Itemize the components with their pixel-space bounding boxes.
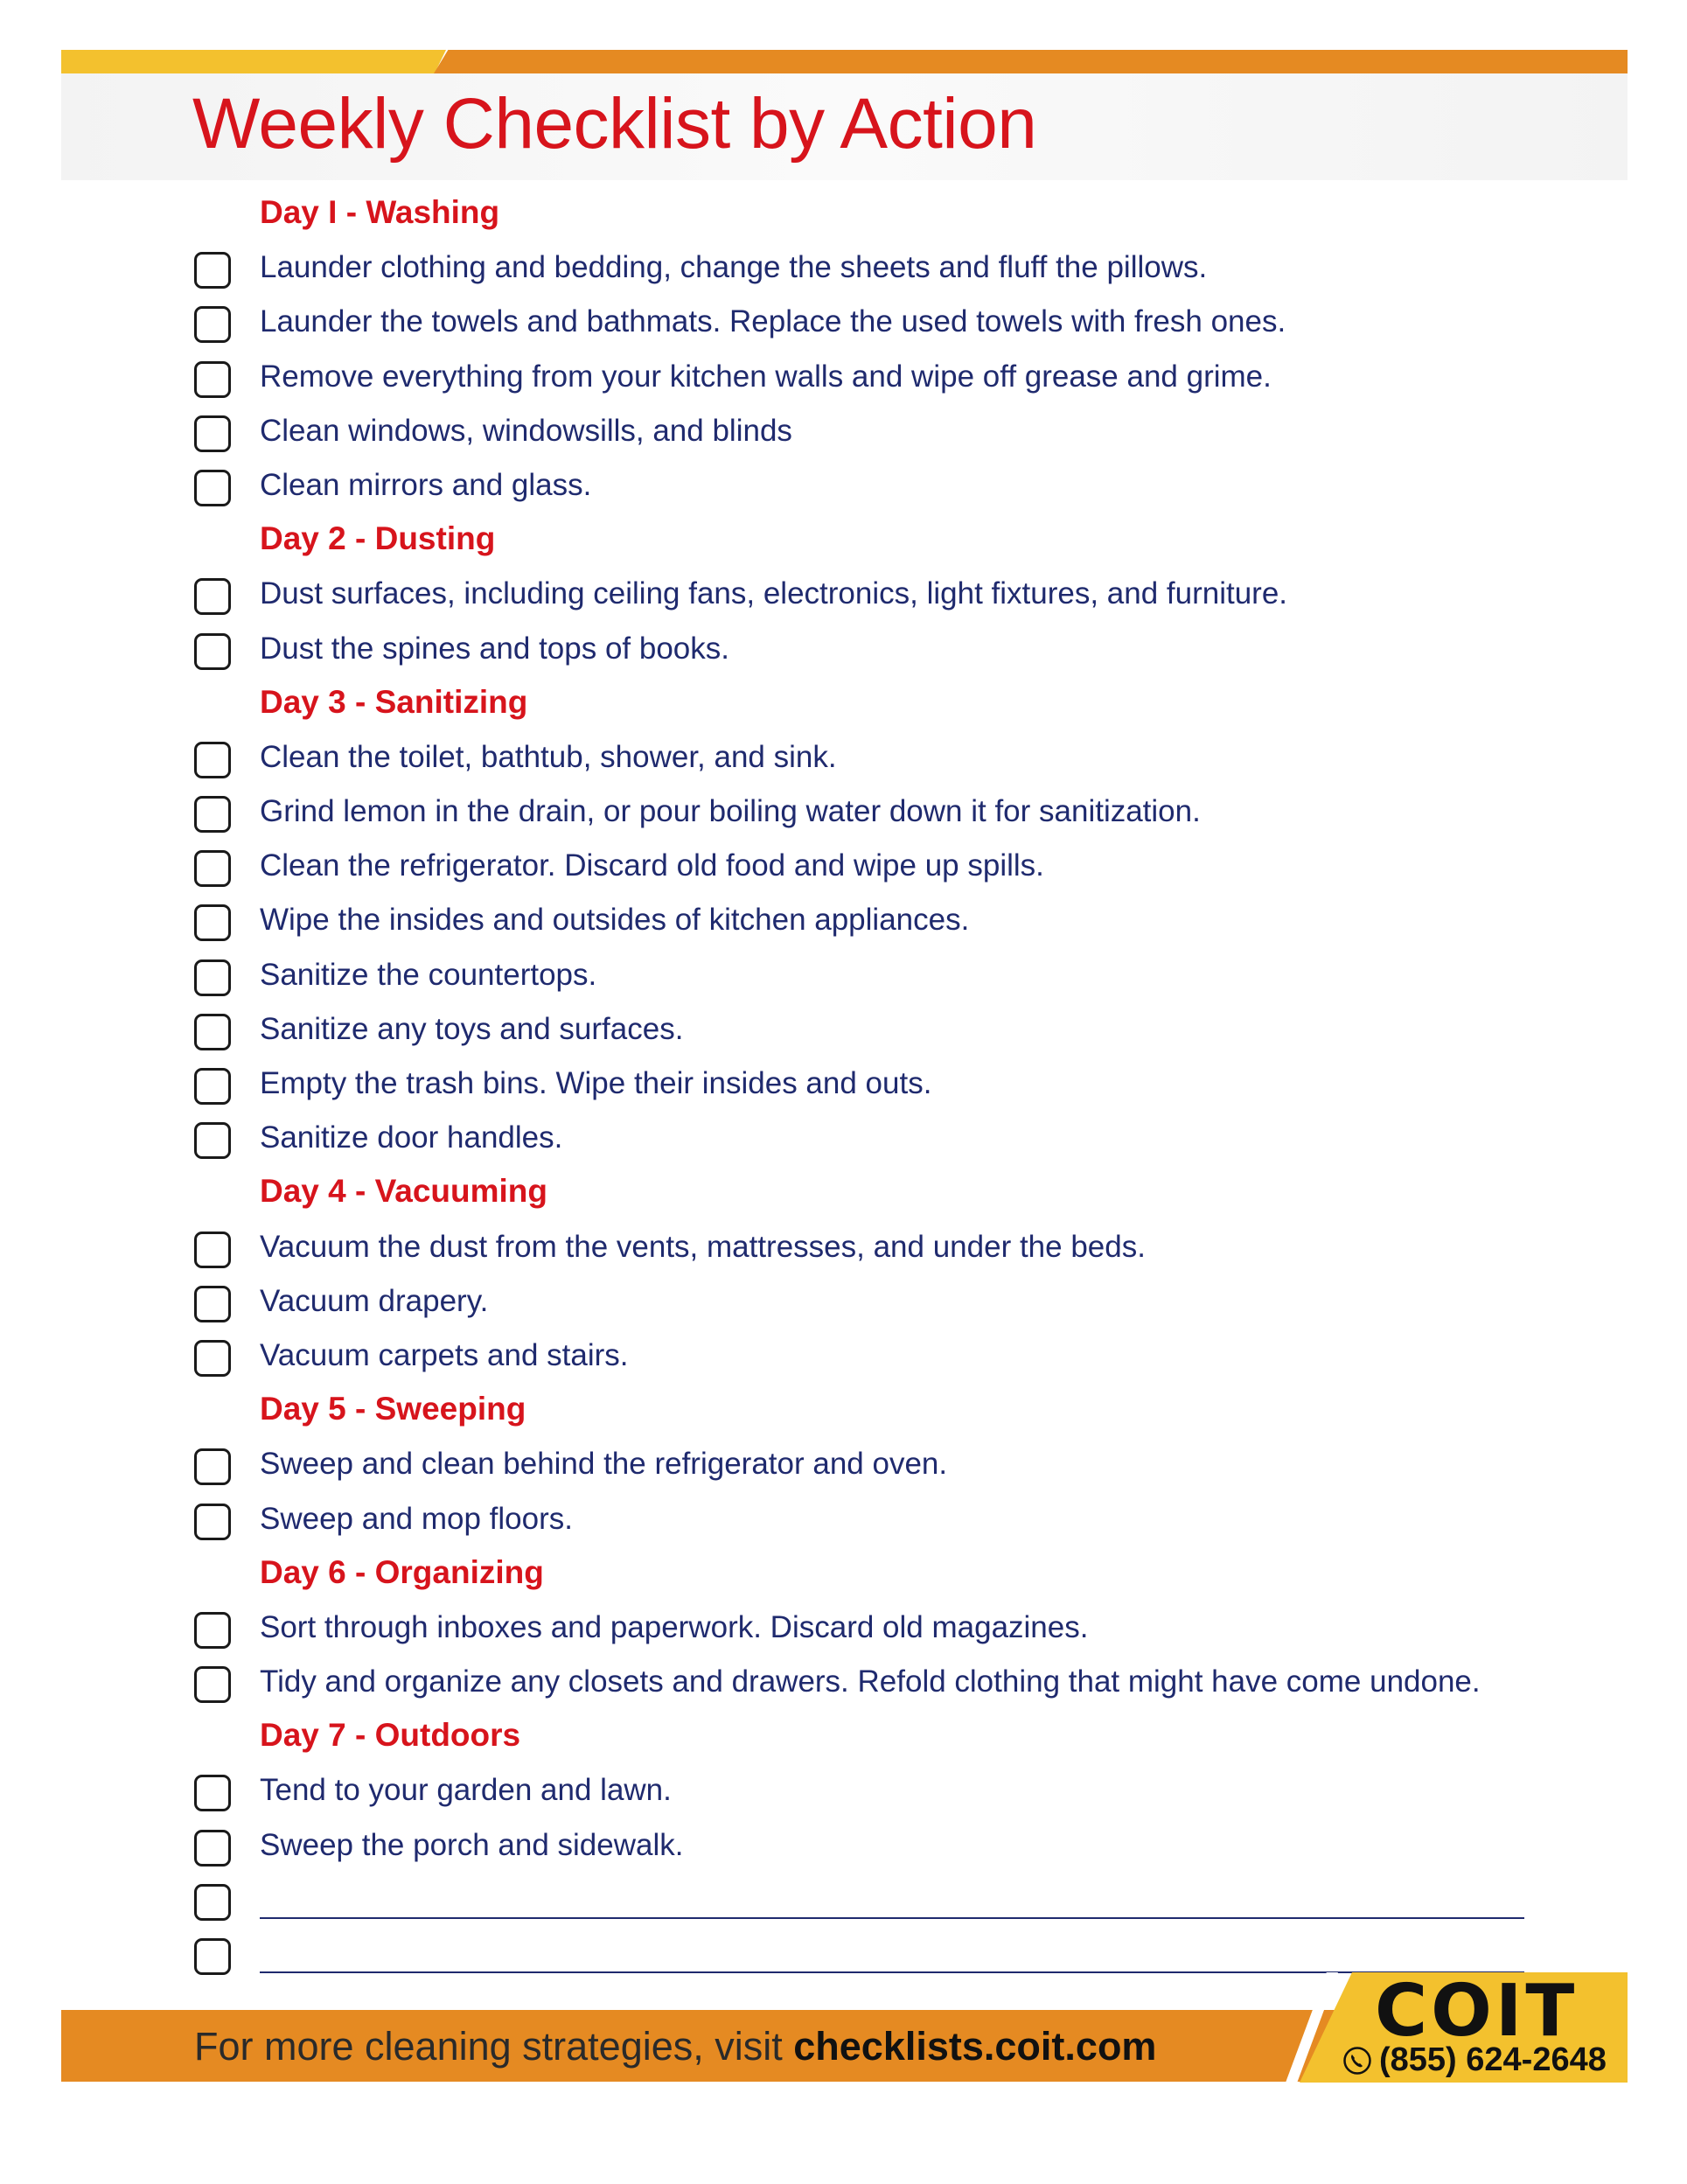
checklist-item [0, 459, 1687, 513]
coit-logo: COIT [1375, 1970, 1579, 2053]
checklist-item-label: Clean the refrigerator. Discard old food and wipe up spills. [260, 848, 1044, 883]
checkbox[interactable] [194, 252, 231, 289]
checkbox[interactable] [194, 850, 231, 887]
footer-text [194, 2024, 1156, 2069]
checklist-item-label: Sanitize the countertops. [260, 957, 597, 992]
checklist-item [0, 731, 1687, 785]
checkbox[interactable] [194, 1340, 231, 1377]
checklist-item [0, 785, 1687, 840]
blank-checklist-item [0, 1873, 1687, 1928]
section-heading: Day 2 - Dusting [260, 520, 496, 557]
section-heading: Day I - Washing [260, 194, 500, 230]
section-heading: Day 6 - Organizing [260, 1553, 544, 1590]
checkbox[interactable] [194, 633, 231, 670]
checklist [0, 187, 1687, 1982]
logo-phone [1342, 2041, 1607, 2079]
checklist-item [0, 1601, 1687, 1656]
checklist-item-label: Tend to your garden and lawn. [260, 1773, 672, 1808]
checklist-item-label: Dust surfaces, including ceiling fans, electronics, light fixtures, and furniture. [260, 576, 1288, 611]
checklist-item-label: Grind lemon in the drain, or pour boiling water down it for sanitization. [260, 794, 1201, 829]
checkbox[interactable] [194, 1448, 231, 1485]
checkbox[interactable] [194, 1830, 231, 1867]
checklist-item [0, 1003, 1687, 1057]
checkbox[interactable] [194, 470, 231, 506]
write-in-line[interactable] [260, 1917, 1524, 1919]
checklist-item-label: Clean windows, windowsills, and blinds [260, 413, 792, 448]
page-title: Weekly Checklist by Action [192, 84, 1037, 164]
checkbox[interactable] [194, 1612, 231, 1649]
header-stripe-yellow [61, 50, 446, 73]
checklist-item [0, 405, 1687, 459]
checkbox[interactable] [194, 742, 231, 778]
checklist-item-label: Launder clothing and bedding, change the sheets and fluff the pillows. [260, 250, 1208, 285]
checklist-item [0, 949, 1687, 1003]
section-row [0, 513, 1687, 568]
checklist-item [0, 1656, 1687, 1710]
footer-link[interactable]: checklists.coit.com [793, 2024, 1157, 2069]
checklist-item-label: Sweep and clean behind the refrigerator and oven. [260, 1447, 948, 1482]
checklist-item-label: Sweep the porch and sidewalk. [260, 1827, 684, 1862]
checkbox[interactable] [194, 1938, 231, 1975]
checkbox[interactable] [194, 1232, 231, 1268]
section-row [0, 1710, 1687, 1764]
checklist-item-label: Sweep and mop floors. [260, 1501, 573, 1536]
checklist-item [0, 1112, 1687, 1166]
checklist-item-label: Vacuum carpets and stairs. [260, 1337, 629, 1372]
header-stripe-orange [434, 50, 1628, 73]
checklist-item [0, 894, 1687, 948]
checklist-item [0, 840, 1687, 894]
checklist-item-label: Vacuum the dust from the vents, mattresses, and under the beds. [260, 1229, 1146, 1264]
checkbox[interactable] [194, 1014, 231, 1050]
checkbox[interactable] [194, 796, 231, 833]
checkbox[interactable] [194, 578, 231, 615]
checklist-item [0, 351, 1687, 405]
checklist-item-label: Clean the toilet, bathtub, shower, and sink. [260, 739, 837, 774]
checkbox[interactable] [194, 1884, 231, 1921]
checklist-item-label: Clean mirrors and glass. [260, 467, 592, 502]
checklist-item-label: Tidy and organize any closets and drawers. Refold clothing that might have come undone. [260, 1664, 1481, 1699]
checkbox[interactable] [194, 904, 231, 941]
checklist-item [0, 1057, 1687, 1112]
section-row [0, 1384, 1687, 1438]
checkbox[interactable] [194, 1068, 231, 1105]
section-heading: Day 3 - Sanitizing [260, 683, 528, 720]
section-heading: Day 4 - Vacuuming [260, 1173, 547, 1210]
section-row [0, 1166, 1687, 1220]
checkbox[interactable] [194, 306, 231, 343]
checklist-item [0, 1275, 1687, 1329]
checkbox[interactable] [194, 1666, 231, 1703]
checkbox[interactable] [194, 1775, 231, 1811]
checklist-item [0, 1493, 1687, 1547]
checklist-item [0, 568, 1687, 622]
checkbox[interactable] [194, 361, 231, 398]
checklist-item [0, 1764, 1687, 1818]
checklist-item-label: Remove everything from your kitchen walls and wipe off grease and grime. [260, 359, 1272, 394]
section-heading: Day 7 - Outdoors [260, 1717, 521, 1754]
checklist-item-label: Dust the spines and tops of books. [260, 631, 729, 666]
phone-number: (855) 624-2648 [1379, 2041, 1607, 2078]
checklist-item-label: Sanitize any toys and surfaces. [260, 1011, 684, 1046]
checklist-item [0, 1329, 1687, 1384]
checkbox[interactable] [194, 1122, 231, 1159]
checklist-item-label: Sanitize door handles. [260, 1120, 563, 1155]
checklist-item [0, 1819, 1687, 1873]
checklist-item [0, 623, 1687, 677]
section-row [0, 187, 1687, 241]
checkbox[interactable] [194, 1504, 231, 1540]
section-row [0, 677, 1687, 731]
checklist-item [0, 241, 1687, 296]
checklist-item [0, 1438, 1687, 1492]
checklist-item-label: Sort through inboxes and paperwork. Discard old magazines. [260, 1609, 1089, 1644]
checklist-item-label: Wipe the insides and outsides of kitchen appliances. [260, 903, 970, 938]
phone-icon [1342, 2046, 1372, 2076]
checklist-item-label: Launder the towels and bathmats. Replace the used towels with fresh ones. [260, 304, 1286, 339]
checkbox[interactable] [194, 415, 231, 452]
checklist-item-label: Empty the trash bins. Wipe their insides and outs. [260, 1066, 932, 1100]
section-heading: Day 5 - Sweeping [260, 1391, 526, 1427]
checklist-item [0, 296, 1687, 350]
checklist-item-label: Vacuum drapery. [260, 1283, 489, 1318]
checkbox[interactable] [194, 959, 231, 996]
checkbox[interactable] [194, 1286, 231, 1322]
checklist-item [0, 1221, 1687, 1275]
section-row [0, 1547, 1687, 1601]
footer-prefix: For more cleaning strategies, visit [194, 2024, 794, 2069]
